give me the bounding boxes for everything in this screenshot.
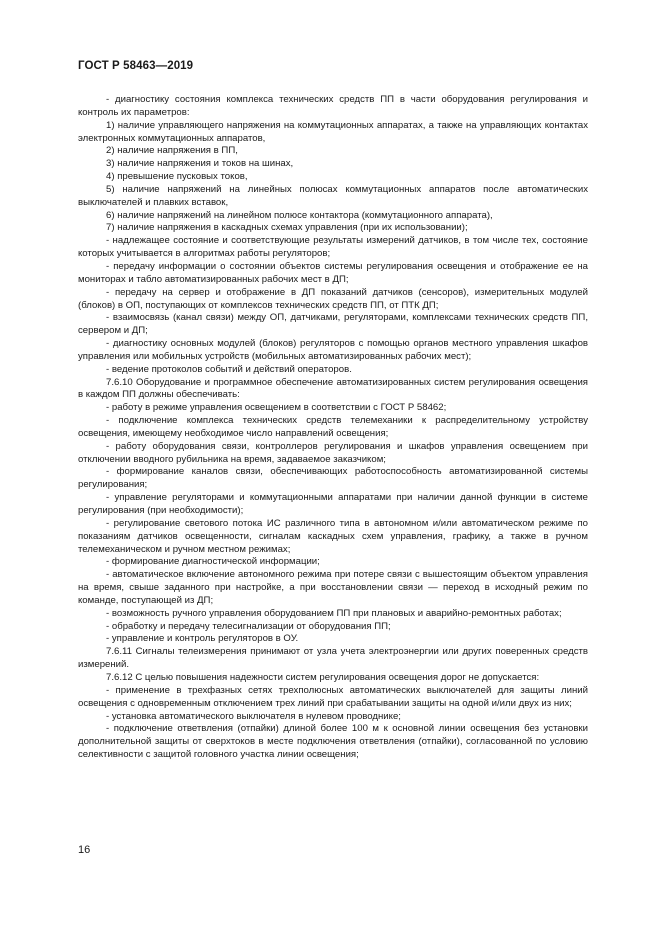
document-body [78,94,588,762]
document-header: ГОСТ Р 58463—2019 [78,60,194,72]
paragraph: - передачу на сервер и отображение в ДП показаний датчиков (сенсоров), измерительных модулей (блоков) в ОП, поступающих от комплексов технических средств ПП, от ПТК ДП; [78,286,588,311]
paragraph: - подключение комплекса технических средств телемеханики к распределительному устройству освещения, имеющему необходимое число направлений освещения; [78,415,588,439]
paragraph: - взаимосвязь (канал связи) между ОП, датчиками, регуляторами, комплексами технических средств ПП, сервером и ДП; [78,312,588,337]
paragraph: 1) наличие управляющего напряжения на коммутационных аппаратах, а также на управляющих контактах электронных коммутационных аппаратов, [78,119,588,144]
section-paragraph: 7.6.10 Оборудование и программное обеспечение автоматизированных систем регулирования освещения в каждом ПП должны обеспечивать: [78,376,588,401]
paragraph: - работу в режиме управления освещением в соответствии с ГОСТ Р 58462; [106,402,447,414]
paragraph: - формирование каналов связи, обеспечивающих работоспособность автоматизированной системы регулирования; [78,466,588,491]
paragraph: 4) превышение пусковых токов, [106,171,248,183]
paragraph: - надлежащее состояние и соответствующие результаты измерений датчиков, в том числе тех, состояние которых учитывается в алгоритмах работы регуляторов; [78,235,588,260]
paragraph: - применение в трехфазных сетях трехполюсных автоматических выключателей для защиты линий освещения с одновременным отключением трех линий при срабатывании защиты на одной и/или двух из них; [78,684,588,709]
paragraph: - формирование диагностической информации; [106,556,320,568]
paragraph: - диагностику основных модулей (блоков) регуляторов с помощью органов местного управления шкафов управления или мобильных устройств (мобильных автоматизированных рабочих мест); [78,338,588,362]
paragraph: 3) наличие напряжения и токов на шинах, [106,158,294,170]
paragraph: - управление регуляторами и коммутационными аппаратами при наличии данной функции в системе регулирования (при необходимости); [78,492,588,516]
paragraph: - ведение протоколов событий и действий операторов. [106,363,352,375]
paragraph: 2) наличие напряжения в ПП, [106,145,238,157]
paragraph: - диагностику состояния комплекса технических средств ПП в части оборудования регулирования и контроль их параметров: [78,94,588,118]
paragraph: - работу оборудования связи, контроллеров регулирования и шкафов управления освещением при отключении вводного рубильника на время, задаваемое заказчиком; [78,440,588,465]
section-paragraph: 7.6.11 Сигналы телеизмерения принимают от узла учета электроэнергии или других поверенных средств измерений. [78,646,588,671]
paragraph: - передачу информации о состоянии объектов системы регулирования освещения и отображение ее на мониторах и табло автоматизированных рабочих мест в ДП; [78,260,588,285]
section-paragraph: 7.6.12 С целью повышения надежности систем регулирования освещения дорог не допускается: [106,671,540,683]
page-number: 16 [78,844,91,856]
paragraph: - подключение ответвления (отпайки) длиной более 100 м к основной линии освещения без установки дополнительной защиты от сверхтоков в месте подключения ответвления (отпайки), согласованной по условию селективности с защитой головного участка линии освещения; [78,723,588,761]
paragraph: 6) наличие напряжений на линейном полюсе контактора (коммутационного аппарата), [106,209,493,221]
paragraph: - установка автоматического выключателя в нулевом проводнике; [106,710,401,722]
paragraph: - регулирование светового потока ИС различного типа в автономном и/или автоматическом режиме по показаниям датчиков освещенности, сигналам каскадных схем управления, графику, а также в ручном телемеханическом и ручном местном режимах; [78,517,588,555]
paragraph: 5) наличие напряжений на линейных полюсах коммутационных аппаратов после автоматических выключателей и плавких вставок, [78,183,588,208]
paragraph: - возможность ручного управления оборудованием ПП при плановых и аварийно-ремонтных работах; [106,607,562,619]
paragraph: - управление и контроль регуляторов в ОУ. [106,633,299,645]
paragraph: 7) наличие напряжения в каскадных схемах управления (при их использовании); [106,222,468,234]
paragraph: - автоматическое включение автономного режима при потере связи с вышестоящим объектом управления на время, свыше заданного при настройке, а при восстановлении связи — переход в исходный режим по команде, поступающей из ДП; [78,569,588,606]
paragraph: - обработку и передачу телесигнализации от оборудования ПП; [106,620,391,632]
